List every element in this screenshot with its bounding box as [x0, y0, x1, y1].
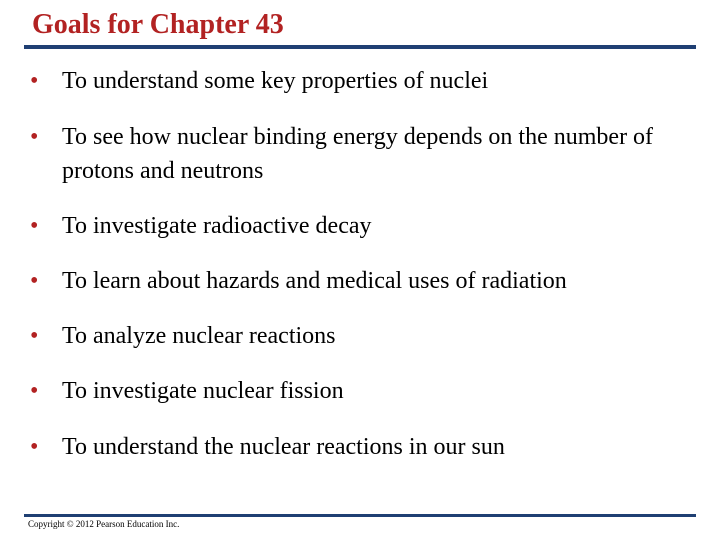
bullet-icon: • [30, 68, 39, 94]
goal-text: To investigate radioactive decay [62, 213, 372, 239]
list-item [30, 264, 680, 298]
goal-text: To understand the nuclear reactions in our sun [62, 434, 505, 460]
bullet-icon: • [30, 213, 39, 239]
bullet-icon: • [30, 323, 39, 349]
list-item [30, 319, 680, 353]
list-item [30, 209, 680, 243]
list-item [30, 430, 680, 464]
bullet-icon: • [30, 124, 39, 150]
goal-text: To learn about hazards and medical uses of radiation [62, 268, 567, 294]
goal-text: To investigate nuclear fission [62, 378, 344, 404]
list-item [30, 120, 680, 188]
list-item [30, 64, 680, 98]
bullet-icon: • [30, 434, 39, 460]
list-item [30, 374, 680, 408]
slide-title: Goals for Chapter 43 [32, 9, 284, 40]
footer-divider [24, 514, 696, 517]
copyright-notice: Copyright © 2012 Pearson Education Inc. [28, 519, 180, 529]
goal-text: To understand some key properties of nuclei [62, 68, 489, 94]
bullet-icon: • [30, 268, 39, 294]
goal-text: To see how nuclear binding energy depends on the number of protons and neutrons [62, 124, 654, 184]
bullet-icon: • [30, 378, 39, 404]
goal-text: To analyze nuclear reactions [62, 323, 336, 349]
